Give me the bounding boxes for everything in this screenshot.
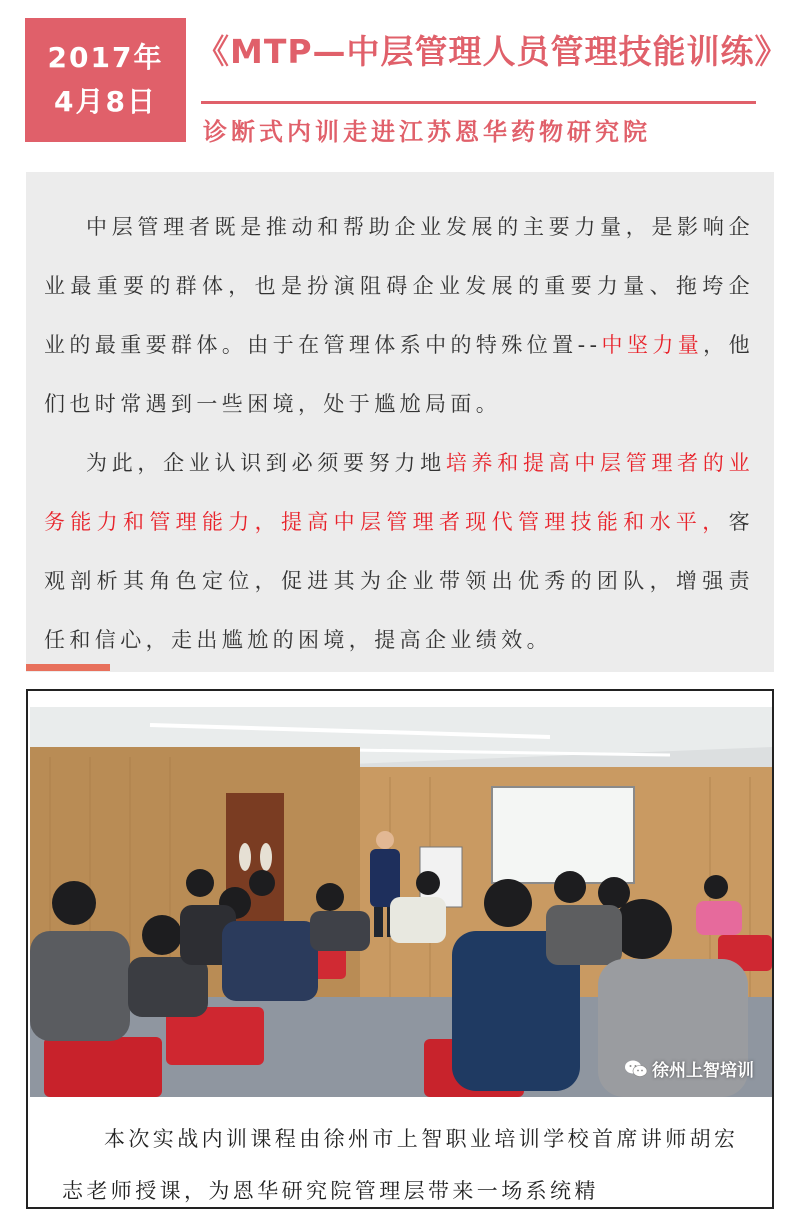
- intro-panel: [26, 172, 774, 672]
- article-subtitle: 诊断式内训走进江苏恩华药物研究院: [203, 118, 651, 146]
- training-photo: [30, 707, 772, 1097]
- date-year: 2017年: [47, 41, 164, 74]
- wechat-icon: [624, 1059, 648, 1079]
- photo-watermark: [624, 1056, 754, 1081]
- intro-paragraph-1: [44, 198, 754, 434]
- intro-paragraph-2: [44, 434, 754, 670]
- intro-p2-text-end: 客观剖析其角色定位，促进其为企业带领出优秀的团队，增强责任和信心，走出尴尬的困境，提高企业绩效。: [44, 510, 754, 652]
- accent-bar: [26, 664, 110, 671]
- watermark-text: 徐州上智培训: [652, 1061, 754, 1081]
- intro-p1-highlight: 中坚力量: [601, 333, 704, 357]
- date-badge: [25, 18, 186, 142]
- classroom-scene: [30, 707, 772, 1097]
- intro-p1-text: 中层管理者既是推动和帮助企业发展的主要力量，是影响企业最重要的群体，也是扮演阻碍企业发展的重要力量、拖垮企业的最重要群体。由于在管理体系中的特殊位置--: [44, 215, 754, 357]
- photo-card: [26, 689, 774, 1209]
- intro-p2-highlight: 培养和提高中层管理者的业务能力和管理能力，提高中层管理者现代管理技能和水平，: [44, 451, 754, 534]
- intro-p1-text-end: ，他们也时常遇到一些困境，处于尴尬局面。: [44, 333, 754, 416]
- intro-p2-text: 为此，企业认识到必须要努力地: [86, 451, 446, 475]
- title-divider: [201, 101, 756, 104]
- date-day: 4月8日: [54, 85, 157, 118]
- photo-caption: 本次实战内训课程由徐州市上智职业培训学校首席讲师胡宏志老师授课，为恩华研究院管理层带来一场系统精: [62, 1127, 739, 1203]
- article-title: 《MTP—中层管理人员管理技能训练》: [196, 32, 789, 71]
